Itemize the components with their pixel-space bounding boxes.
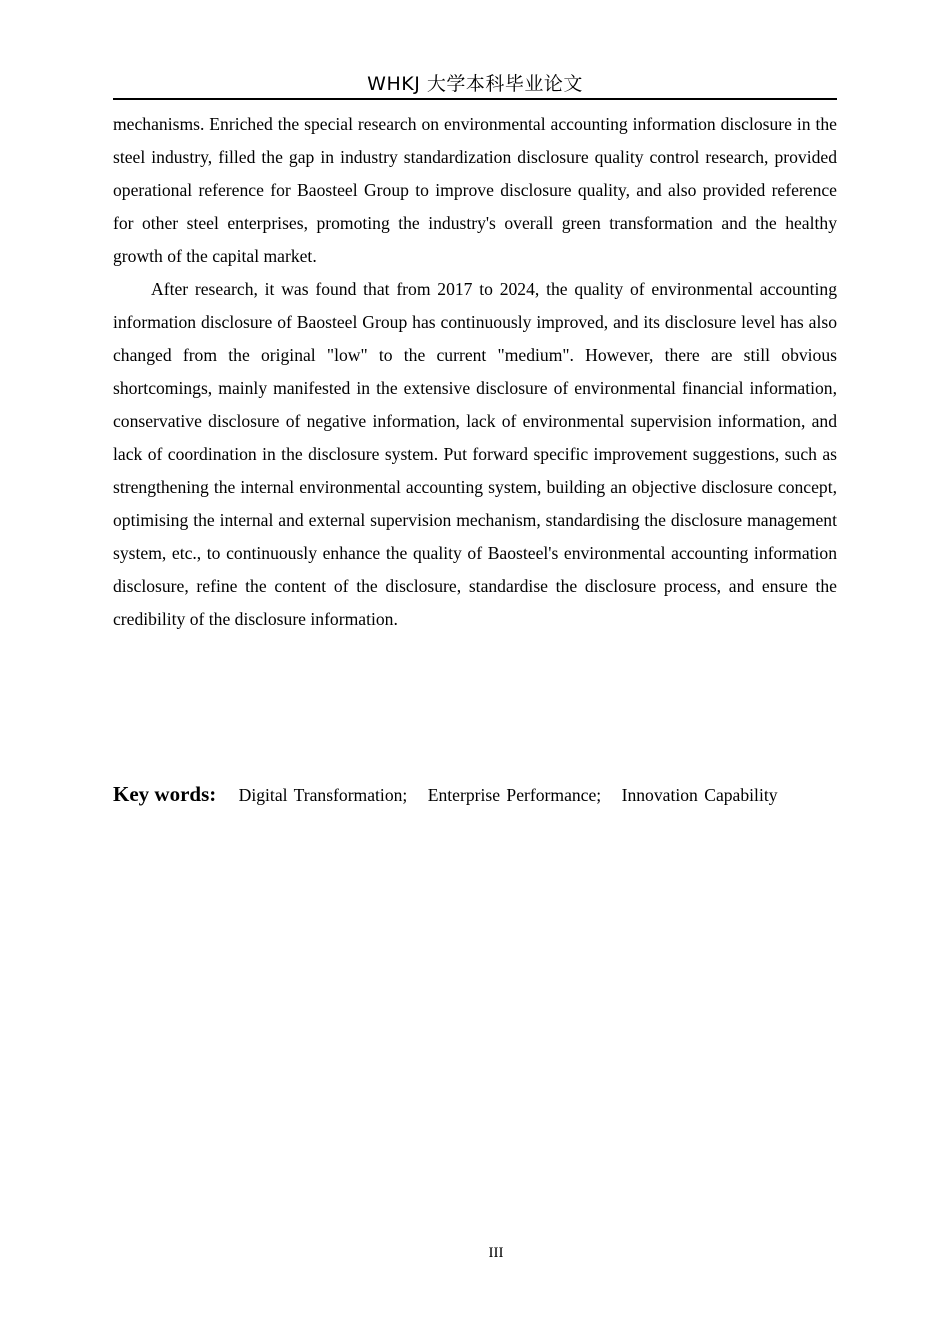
running-header: WHKJ 大学本科毕业论文 — [367, 73, 583, 95]
keyword-item: Innovation Capability — [621, 785, 778, 805]
abstract-paragraph-continued: mechanisms. Enriched the special research on environmental accounting information disclosure in the steel industry, filled the gap in industry standardization disclosure quality control research, provided operational reference for Baosteel Group to improve disclosure quality, and also provided reference for other steel enterprises, promoting the industry's overall green transformation and the healthy growth of the capital market. — [113, 114, 837, 266]
abstract-body — [113, 108, 837, 636]
keywords-label: Key words: — [113, 782, 217, 806]
keyword-item: Digital Transformation — [238, 785, 403, 805]
keywords-line — [113, 776, 837, 813]
page-number: III — [488, 1245, 504, 1261]
keyword-separator: ; — [596, 785, 602, 805]
header-divider — [113, 98, 837, 100]
abstract-paragraph: After research, it was found that from 2017 to 2024, the quality of environmental accounting information disclosure of Baosteel Group has continuously improved, and its disclosure level has also changed from the original "low" to the current "medium". However, there are still obvious shortcomings, mainly manifested in the extensive disclosure of environmental financial information, conservative disclosure of negative information, lack of environmental supervision information, and lack of coordination in the disclosure system. Put forward specific improvement suggestions, such as strengthening the internal environmental accounting system, building an objective disclosure concept, optimising the internal and external supervision mechanism, standardising the disclosure management system, etc., to continuously enhance the quality of Baosteel's environmental accounting information disclosure, refine the content of the disclosure, standardise the disclosure process, and ensure the credibility of the disclosure information. — [113, 279, 837, 629]
keyword-item: Enterprise Performance — [427, 785, 597, 805]
keyword-separator: ; — [402, 785, 408, 805]
